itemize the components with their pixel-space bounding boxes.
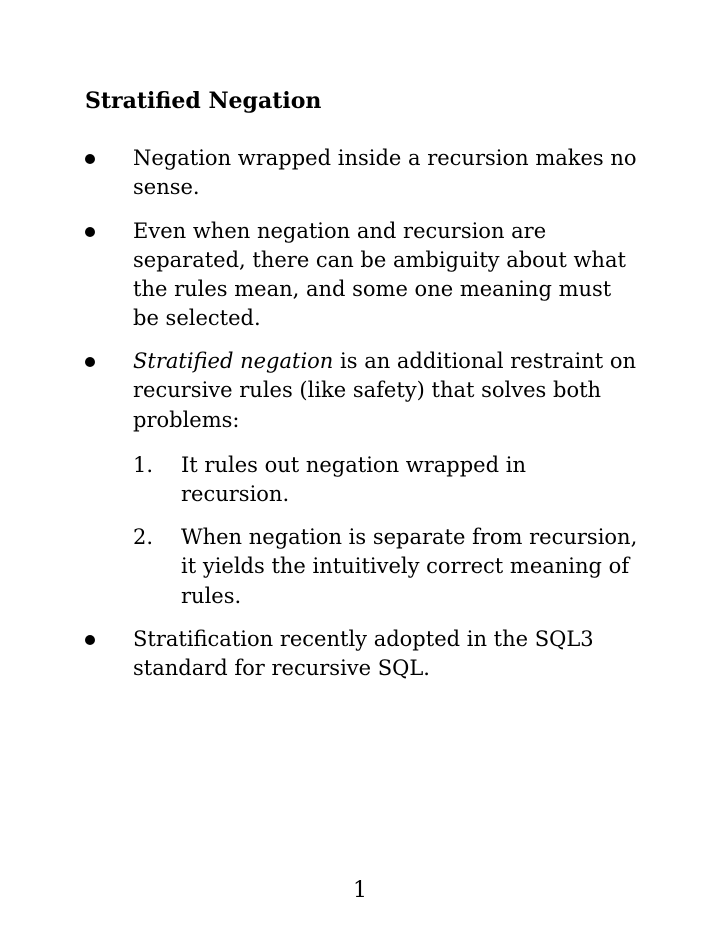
bullet-3-line-2: recursive rules (like safety) that solves both [133, 378, 602, 402]
bullet-marker [85, 227, 95, 237]
bullet-3-line-3: problems: [133, 408, 240, 432]
subitem-2-number: 2. [133, 525, 154, 549]
bullet-4-line-1: Stratification recently adopted in the SQL3 [133, 627, 594, 651]
emphasis-term: Stratified negation [133, 349, 334, 373]
bullet-marker [85, 635, 95, 645]
bullet-marker [85, 154, 95, 164]
subitem-1-number: 1. [133, 453, 154, 477]
bullet-1-line-2: sense. [133, 175, 200, 199]
bullet-marker [85, 357, 95, 367]
page-number: 1 [353, 878, 367, 903]
subitem-2-line-2: it yields the intuitively correct meaning of [181, 554, 630, 578]
subitem-1-line-1: It rules out negation wrapped in [181, 453, 526, 477]
bullet-2-line-1: Even when negation and recursion are [133, 219, 547, 243]
subitem-1-line-2: recursion. [181, 482, 290, 506]
bullet-4-line-2: standard for recursive SQL. [133, 656, 430, 680]
subitem-2-line-3: rules. [181, 584, 242, 608]
slide-title: Stratified Negation [85, 88, 322, 114]
bullet-1-line-1: Negation wrapped inside a recursion makes no [133, 146, 637, 170]
bullet-2-line-3: the rules mean, and some one meaning must [133, 277, 612, 301]
subitem-2-line-1: When negation is separate from recursion, [181, 525, 638, 549]
bullet-3-line-1 [133, 346, 636, 376]
bullet-2-line-4: be selected. [133, 306, 261, 330]
bullet-2-line-2: separated, there can be ambiguity about what [133, 248, 626, 272]
bullet-3-line-1-rest: is an additional restraint on [333, 349, 637, 373]
